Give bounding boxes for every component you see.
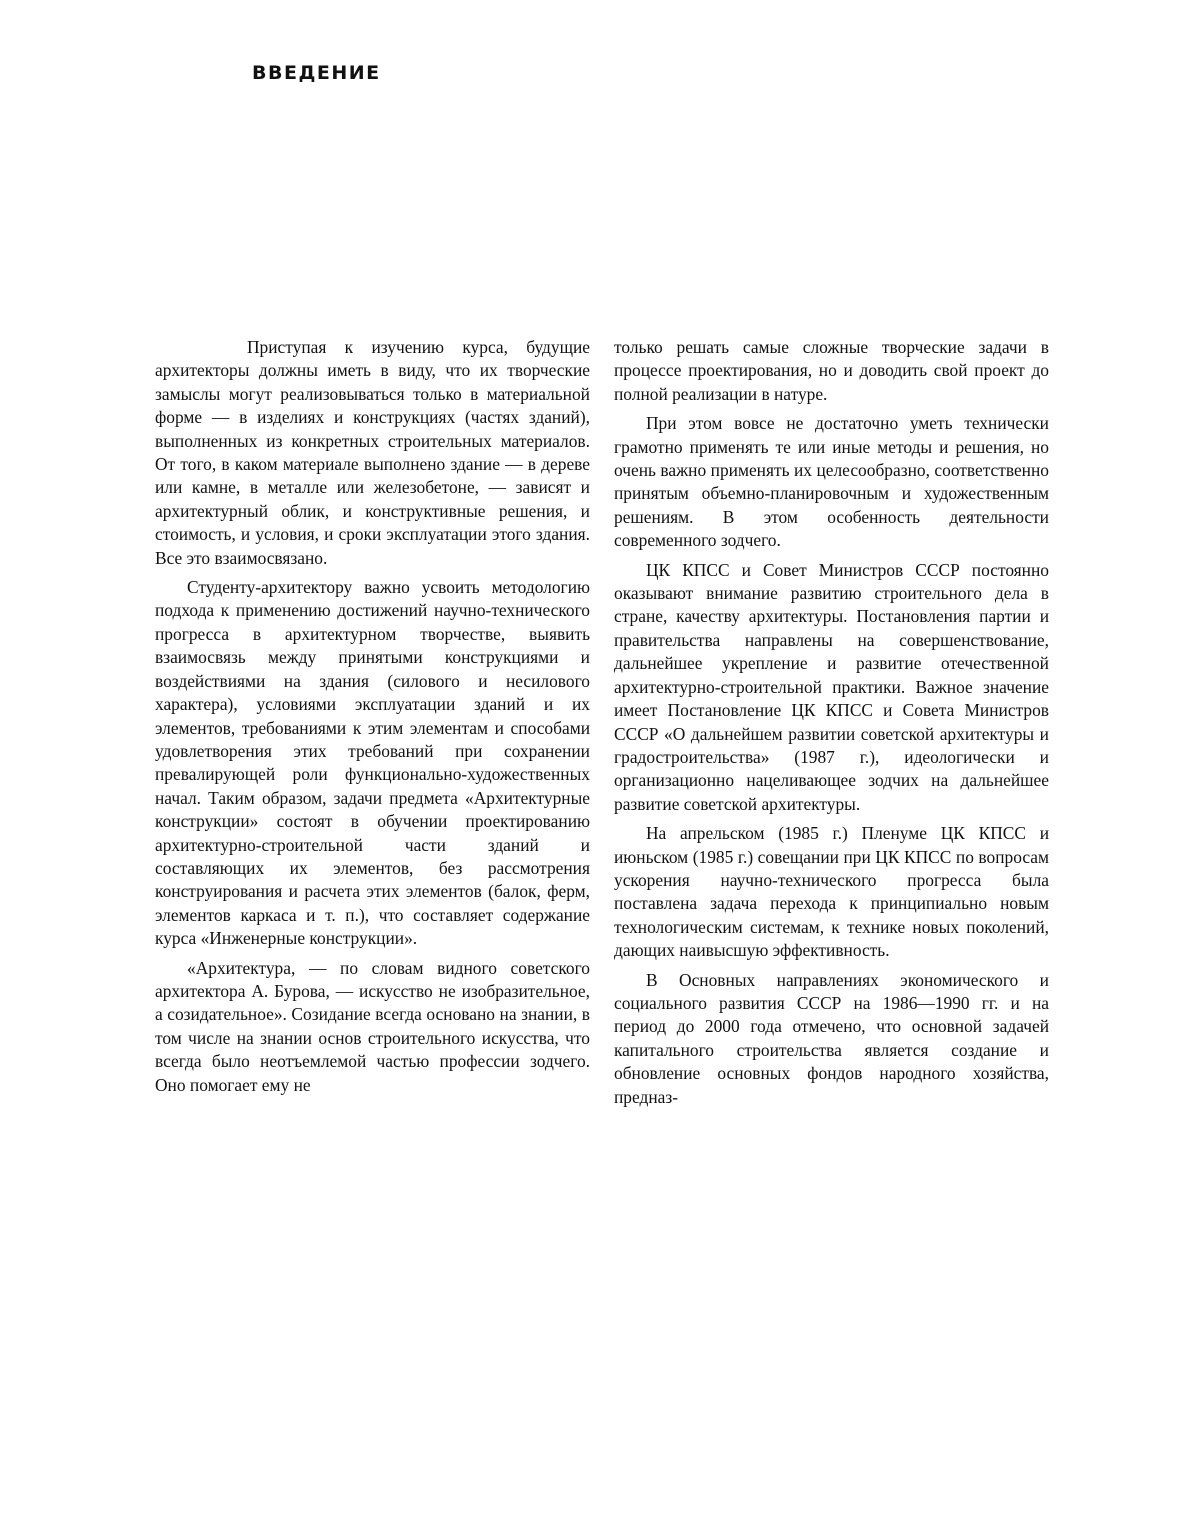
page-title: ВВЕДЕНИЕ [252,62,381,84]
body-paragraph: Приступая к изучению курса, будущие архитекторы должны иметь в виду, что их творческие замыслы могут реализовываться только в материальной форме — в изделиях и конструкциях (частях зданий), выполненных из конкретных строительных материалов. От того, в каком материале выполнено здание — в дереве или камне, в металле или железобетоне, — зависят и архитектурный облик, и конструктивные решения, и стоимость, и условия, и сроки эксплуатации этого здания. Все это взаимосвязано. [155,337,590,568]
body-paragraph: «Архитектура, — по словам видного советского архитектора А. Бурова, — искусство не изобразительное, а созидательное». Созидание всегда основано на знании, в том числе на знании основ строительного искусства, что всегда было неотъемлемой частью профессии зодчего. Оно помогает ему не [155,957,590,1095]
left-column [155,336,590,1103]
body-paragraph: Студенту-архитектору важно усвоить методологию подхода к применению достижений научно-технического прогресса в архитектурном творчестве, выявить взаимосвязь между принятыми конструкциями и воздействиями на здания (силового и несилового характера), условиями эксплуатации зданий и их элементов, требованиями к этим элементам и способами удовлетворения этих требований при сохранении превалирующей роли функционально-художественных начал. Таким образом, задачи предмета «Архитектурные конструкции» состоят в обучении проектированию архитектурно-строительной части зданий и составляющих их элементов, без рассмотрения конструирования и расчета этих элементов (балок, ферм, элементов каркаса и т. п.), что составляет содержание курса «Инженерные конструкции». [155,577,590,949]
body-paragraph: При этом вовсе не достаточно уметь технически грамотно применять те или иные методы и решения, но очень важно применять их целесообразно, соответственно принятым объемно-планировочным и художественным решениям. В этом особенность деятельности современного зодчего. [614,413,1049,551]
body-paragraph: На апрельском (1985 г.) Пленуме ЦК КПСС и июньском (1985 г.) совещании при ЦК КПСС по вопросам ускорения научно-технического прогресса была поставлена задача перехода к принципиально новым технологическим системам, к технике новых поколений, дающих наивысшую эффективность. [614,823,1049,961]
body-paragraph: ЦК КПСС и Совет Министров СССР постоянно оказывают внимание развитию строительного дела в стране, качеству архитектуры. Постановления партии и правительства направлены на совершенствование, дальнейшее укрепление и развитие отечественной архитектурно-строительной практики. Важное значение имеет Постановление ЦК КПСС и Совета Министров СССР «О дальнейшем развитии советской архитектуры и градостроительства» (1987 г.), идеологически и организационно нацеливающее зодчих на дальнейшее развитие советской архитектуры. [614,559,1049,814]
body-paragraph: только решать самые сложные творческие задачи в процессе проектирования, но и доводить свой проект до полной реализации в натуре. [614,337,1049,404]
body-paragraph: В Основных направлениях экономического и социального развития СССР на 1986—1990 гг. и на период до 2000 года отмечено, что основной задачей капитального строительства является создание и обновление основных фондов народного хозяйства, предназ- [614,969,1049,1107]
right-column [614,336,1049,1115]
